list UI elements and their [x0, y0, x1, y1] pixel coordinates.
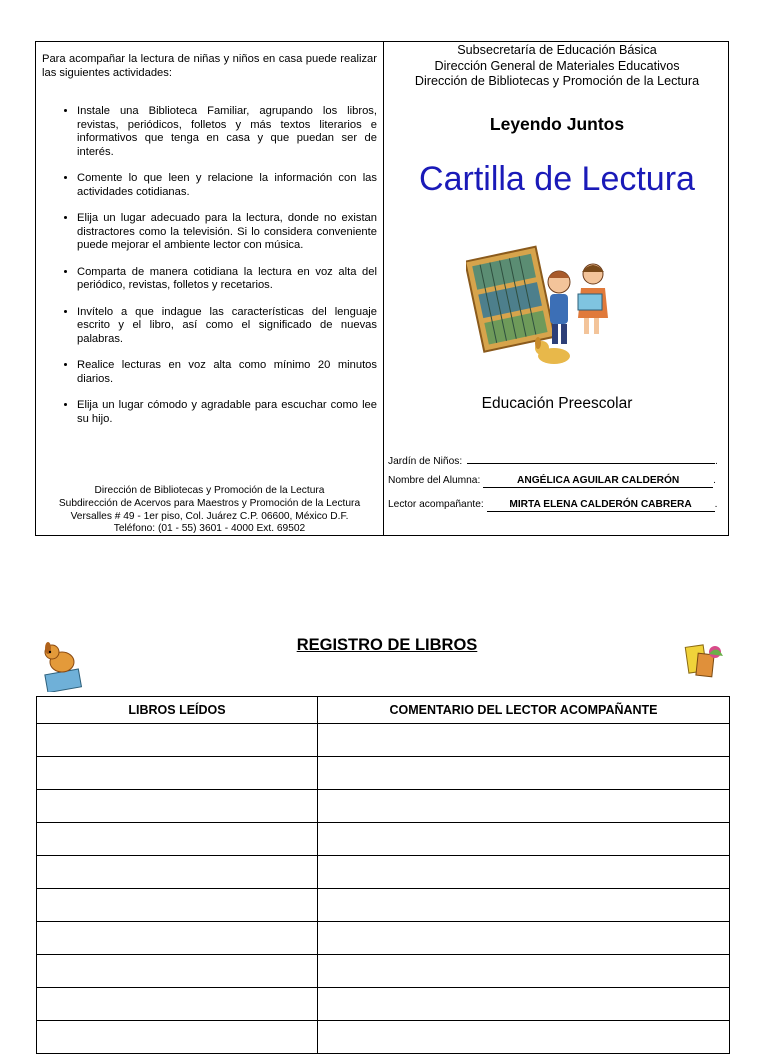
table-header-row	[37, 697, 730, 724]
subtitle: Leyendo Juntos	[489, 114, 625, 134]
header-line: Subsecretaría de Educación Básica	[457, 43, 657, 57]
book-cell[interactable]	[37, 757, 318, 790]
book-cell[interactable]	[37, 823, 318, 856]
table-row	[37, 724, 730, 757]
book-cell[interactable]	[37, 889, 318, 922]
table-row	[37, 988, 730, 1021]
activities-list	[42, 105, 377, 426]
footer-line: Versalles # 49 - 1er piso, Col. Juárez C.P. 06600, México D.F.	[70, 510, 349, 522]
book-cell[interactable]	[37, 856, 318, 889]
activity-item: • Invítelo a que indague las características del lenguaje escrito y el libro, así como el significado de nuevas palabras.	[77, 306, 377, 347]
student-field[interactable]: ANGÉLICA AGUILAR CALDERÓN	[483, 475, 713, 488]
activity-item: • Elija un lugar cómodo y agradable para escuchar como lee su hijo.	[77, 399, 377, 426]
school-field[interactable]	[467, 451, 715, 464]
activity-item: • Instale una Biblioteca Familiar, agrupando los libros, revistas, periódicos, folletos y más textos literarios e informativos que tenga en casa y que puedan ser de interés.	[77, 105, 377, 159]
table-row	[37, 790, 730, 823]
column-header-books: LIBROS LEÍDOS	[37, 697, 318, 724]
comment-cell[interactable]	[318, 823, 730, 856]
comment-cell[interactable]	[318, 757, 730, 790]
register-title	[0, 636, 768, 655]
books-register-table	[36, 696, 730, 1054]
student-label: Nombre del Alumna:	[388, 475, 481, 486]
table-row	[37, 757, 730, 790]
line-end-mark: .	[715, 456, 718, 467]
header-line: Dirección General de Materiales Educativos	[434, 58, 680, 73]
cover-header	[384, 43, 730, 90]
book-cell[interactable]	[37, 724, 318, 757]
comment-cell[interactable]	[318, 1021, 730, 1054]
comment-cell[interactable]	[318, 790, 730, 823]
brochure-panel	[35, 41, 729, 536]
children-reading-illustration	[466, 240, 616, 375]
register-title-text: REGISTRO DE LIBROS	[296, 636, 478, 654]
student-line	[388, 475, 716, 488]
comment-cell[interactable]	[318, 955, 730, 988]
reader-line	[388, 499, 717, 512]
activity-item: • Comente lo que leen y relacione la información con las actividades cotidianas.	[77, 172, 377, 199]
books-icon	[683, 640, 725, 685]
book-cell[interactable]	[37, 955, 318, 988]
table-row	[37, 922, 730, 955]
comment-cell[interactable]	[318, 988, 730, 1021]
book-cell[interactable]	[37, 922, 318, 955]
activity-item: • Comparta de manera cotidiana la lectura en voz alta del periódico, revistas, folletos y recetarios.	[77, 266, 377, 293]
reader-label: Lector acompañante:	[388, 499, 484, 510]
line-end-mark: .	[714, 499, 718, 510]
comment-cell[interactable]	[318, 856, 730, 889]
line-end-mark: .	[713, 475, 716, 486]
activity-item: • Elija un lugar adecuado para la lectura, donde no existan distractores como la televisión. Si lo considera conveniente puede mejorar el ambiente lector con música.	[77, 212, 377, 253]
table-row	[37, 856, 730, 889]
table-row	[37, 889, 730, 922]
reader-field[interactable]: MIRTA ELENA CALDERÓN CABRERA	[487, 499, 715, 512]
table-row	[37, 1021, 730, 1054]
activities-column	[42, 53, 377, 439]
intro-text: Para acompañar la lectura de niñas y niños en casa puede realizar las siguientes actividades:	[42, 53, 377, 79]
footer-line: Teléfono: (01 - 55) 3601 - 4000 Ext. 69502	[113, 523, 306, 535]
table-body	[37, 724, 730, 1054]
header-line: Dirección de Bibliotecas y Promoción de la Lectura	[414, 74, 700, 88]
cover-column	[384, 42, 730, 535]
comment-cell[interactable]	[318, 724, 730, 757]
book-cell[interactable]	[37, 790, 318, 823]
page-title: Cartilla de Lectura	[419, 160, 695, 198]
footer-line: Dirección de Bibliotecas y Promoción de la Lectura	[94, 485, 325, 496]
activity-item: • Realice lecturas en voz alta como mínimo 20 minutos diarios.	[77, 359, 377, 386]
book-cell[interactable]	[37, 988, 318, 1021]
education-level: Educación Preescolar	[481, 395, 633, 412]
comment-cell[interactable]	[318, 889, 730, 922]
column-header-comment: COMENTARIO DEL LECTOR ACOMPAÑANTE	[318, 697, 730, 724]
footer-address	[36, 485, 383, 536]
school-label: Jardín de Niños:	[388, 456, 463, 467]
school-line	[388, 451, 718, 467]
table-row	[37, 823, 730, 856]
comment-cell[interactable]	[318, 922, 730, 955]
footer-line: Subdirección de Acervos para Maestros y Promoción de la Lectura	[58, 497, 361, 509]
book-cell[interactable]	[37, 1021, 318, 1054]
table-row	[37, 955, 730, 988]
